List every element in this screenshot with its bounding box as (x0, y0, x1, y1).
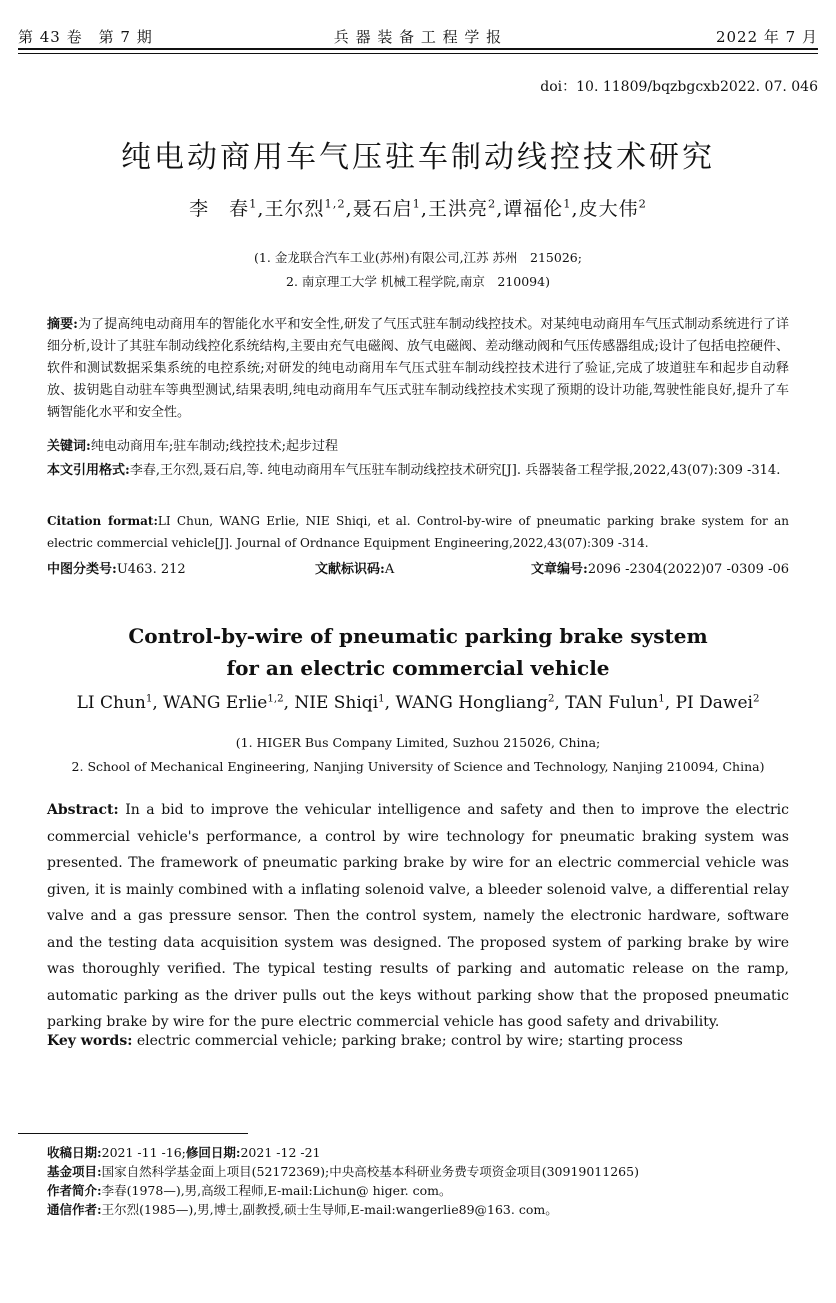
en-author-name: WANG Erlie (163, 693, 268, 713)
cn-abstract (47, 314, 789, 424)
en-title-line-1: Control-by-wire of pneumatic parking brake system (128, 624, 708, 648)
cn-author-affiliation-mark: 2 (638, 196, 647, 211)
doi[interactable]: doi：10. 11809/bqzbgcxb2022. 07. 046 (540, 79, 818, 95)
footnote-received: 收稿日期:2021 -11 -16;修回日期:2021 -12 -21 (47, 1145, 321, 1160)
footnote-corresponding: 通信作者:王尔烈(1985—),男,博士,副教授,硕士生导师,E-mail:wangerlie89@163. com。 (47, 1202, 558, 1217)
en-author-affiliation-mark: 2 (547, 693, 555, 705)
en-keywords (47, 1033, 683, 1049)
cn-citation (47, 460, 789, 482)
document-code: 文献标识码:A (315, 562, 395, 577)
en-author-affiliation-mark: 1 (145, 693, 153, 705)
cn-author-name: 王洪亮 (427, 198, 488, 220)
clc-number: 中图分类号:U463. 212 (47, 562, 186, 577)
en-author-affiliation-mark: 1 (378, 693, 385, 705)
cn-abstract-text: 为了提高纯电动商用车的智能化水平和安全性,研发了气压式驻车制动线控技术。对某纯电动商用车气压式制动系统进行了详细分析,设计了其驻车制动线控化系统结构,主要由充气电磁阀、放气电磁阀、差动继动阀和气压传感器组成;设计了包括电控硬件、软件和测试数据采集系统的电控系统;对研发的纯电动商用车气压式驻车制动线控技术进行了验证,完成了坡道驻车和起步自动释放、拔钥匙自动驻车等典型测试,结果表明,纯电动商用车气压式驻车制动线控技术实现了预期的设计功能,驾驶性能良好,提升了车辆智能化水平和安全性。 (47, 317, 789, 420)
header-date: 2022 年 7 月 (715, 28, 818, 46)
en-author-affiliation-mark: 2 (752, 693, 760, 705)
cn-title: 纯电动商用车气压驻车制动线控技术研究 (121, 140, 715, 175)
cn-affiliation-2: 2. 南京理工大学 机械工程学院,南京 210094) (286, 274, 550, 289)
en-author-name: PI Dawei (675, 693, 753, 713)
en-authors: LI Chun$^1$, WANG Erlie$^{1,2}$, NIE Shiqi$^1$, WANG Hongliang$^2$, TAN Fulun$^1$, PI Dawei$^2$ (76, 693, 760, 713)
cn-author-affiliation-mark: 1,2 (324, 196, 346, 211)
cn-author-affiliation-mark: 1 (249, 196, 258, 211)
header-volume: 第 43 卷 第 7 期 (18, 28, 153, 46)
cn-author-name: 聂石启 (352, 198, 413, 220)
en-author-name: NIE Shiqi (294, 693, 379, 713)
header-rule-thin (18, 53, 818, 54)
en-author-name: WANG Hongliang (395, 693, 548, 713)
en-abstract-text: In a bid to improve the vehicular intelligence and safety and then to improve the electric commercial vehicle's performance, a control by wire technology for pneumatic braking system was presented. The framework of pneumatic parking brake by wire for an electric commercial vehicle was given, it is mainly combined with a inflating solenoid valve, a bleeder solenoid valve, a differential relay valve and a gas pressure sensor. Then the control system, namely the electronic hardware, software and the testing data acquisition system was designed. The proposed system of parking brake by wire was thoroughly verified. The typical testing results of parking and automatic release on the ramp, automatic parking as the driver pulls out the keys without parking show that the proposed pneumatic parking brake by wire for the pure electric commercial vehicle has good safety and drivability. (47, 802, 789, 1030)
cn-authors: 李 春$^1$,王尔烈$^{1,2}$,聂石启$^1$,王洪亮$^2$,谭福伦$^1$,皮大伟$^2$ (189, 196, 647, 220)
footnote-author-bio: 作者简介:李春(1978—),男,高级工程师,E-mail:Lichun@ higer. com。 (47, 1183, 452, 1198)
footnote-funding: 基金项目:国家自然科学基金面上项目(52172369);中央高校基本科研业务费专项资金项目(30919011265) (47, 1164, 639, 1179)
en-title (0, 620, 836, 684)
en-author-affiliation-mark: 1,2 (267, 693, 284, 705)
cn-keywords-text: 纯电动商用车;驻车制动;线控技术;起步过程 (90, 439, 338, 454)
cn-affiliation-1: (1. 金龙联合汽车工业(苏州)有限公司,江苏 苏州 215026; (254, 250, 582, 265)
cn-keywords (47, 436, 789, 458)
en-affiliation-2: 2. School of Mechanical Engineering, Nanjing University of Science and Technology, Nanjing 210094, China) (71, 759, 765, 774)
en-title-line-2: for an electric commercial vehicle (226, 656, 610, 680)
en-affiliation-1: (1. HIGER Bus Company Limited, Suzhou 215026, China; (235, 735, 601, 750)
cn-citation-text: 李春,王尔烈,聂石启,等. 纯电动商用车气压驻车制动线控技术研究[J]. 兵器装备工程学报,2022,43(07):309 -314. (129, 463, 781, 478)
cn-keywords-label: 关键词: (47, 439, 91, 454)
cn-author-affiliation-mark: 1 (563, 196, 572, 211)
article-number: 文章编号:2096 -2304(2022)07 -0309 -06 (531, 562, 789, 577)
en-abstract (47, 797, 789, 1036)
en-author-name: LI Chun (76, 693, 146, 713)
cn-author-name: 皮大伟 (578, 198, 639, 220)
en-citation-text: LI Chun, WANG Erlie, NIE Shiqi, et al. Control-by-wire of pneumatic parking brake system for an electric commercial vehicle[J]. Journal of Ordnance Equipment Engineering,2022,43(07):309 -314. (47, 514, 789, 550)
header-rule-thick (18, 48, 818, 50)
en-keywords-text: electric commercial vehicle; parking brake; control by wire; starting process (136, 1033, 683, 1049)
en-citation-label: Citation format: (47, 514, 158, 528)
cn-author-name: 王尔烈 (264, 198, 325, 220)
header-journal: 兵 器 装 备 工 程 学 报 (333, 28, 503, 46)
footnote-rule (18, 1133, 248, 1134)
cn-author-affiliation-mark: 2 (487, 196, 497, 211)
en-citation (47, 510, 789, 554)
cn-author-name: 李 春 (189, 198, 250, 220)
en-abstract-label: Abstract: (47, 802, 119, 818)
cn-author-affiliation-mark: 1 (412, 196, 421, 211)
en-author-affiliation-mark: 1 (658, 693, 665, 705)
en-keywords-label: Key words: (47, 1033, 133, 1049)
cn-citation-label: 本文引用格式: (47, 463, 130, 478)
cn-author-name: 谭福伦 (503, 198, 564, 220)
en-author-name: TAN Fulun (565, 693, 659, 713)
cn-abstract-label: 摘要: (47, 317, 78, 332)
